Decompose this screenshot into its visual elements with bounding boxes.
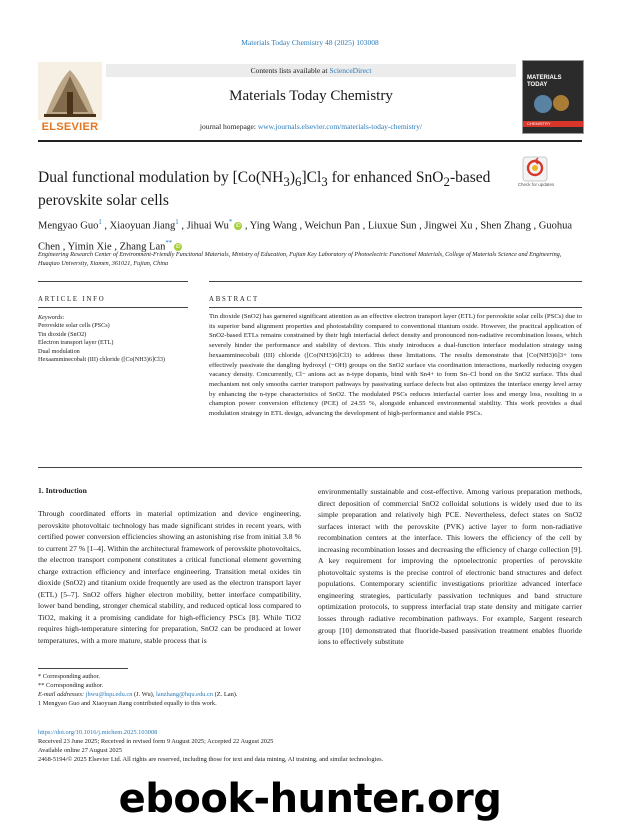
introduction-heading: 1. Introduction (38, 486, 87, 495)
author-name[interactable]: Xiaoyuan Jiang (109, 220, 176, 232)
cover-label: CHEMISTRY (527, 121, 551, 126)
keywords-block (38, 314, 188, 364)
cover-art-icon (531, 93, 575, 115)
contents-line (106, 64, 516, 77)
sciencedirect-link[interactable]: ScienceDirect (329, 66, 372, 75)
title-sub-3: 3 (321, 174, 328, 190)
author-name[interactable]: Ying Wang (249, 220, 297, 232)
email-who-wu: (J. Wu), (132, 691, 156, 698)
check-for-updates-label[interactable]: Check for updates (517, 182, 555, 187)
footnotes (38, 672, 338, 708)
contents-prefix: Contents lists available at (250, 66, 330, 75)
header-rule (38, 140, 582, 142)
article-info-heading: ARTICLE INFO (38, 296, 106, 303)
equal-contribution-note: 1 Mengyao Guo and Xiaoyuan Jiang contributed equally to this work. (38, 700, 217, 707)
author-name[interactable]: Guohua Chen (38, 220, 572, 252)
journal-cover-thumbnail (522, 60, 584, 134)
copyright: 2468-5194/© 2025 Elsevier Ltd. All rights are reserved, including those for text and data mining, AI training, and similar technologies. (38, 756, 384, 763)
watermark: ebook-hunter.org (118, 776, 502, 822)
abstract-text: Tin dioxide (SnO2) has garnered significant attention as an effective electron transport layer (ETL) for perovskite solar cells (PSCs) due to its superior band alignment properties and photostability compared to conventional titanium oxide. However, the practical application of SnO2-based ETLs remains constrained by their high interfacial defect density and pronounced non-radiative recombination losses, which severely hinder the performance and stability of devices. This study introduces a dual-function interface modulation strategy using hexaamminecobalt (III) chloride ([Co(NH3)6]Cl3) to address these limitations. The results demonstrate that [Co(NH3)6]3+ ions effectively passivate the dangling hydroxyl (−OH) groups on the SnO2 surface via coordination interactions, markedly reducing oxygen vacancy density. Concurrently, Cl− anions act as n-type dopants, bind with Sn4+ to form Sn–Cl bond on the SnO2 surface. This dual mechanism not only smooths carrier transport pathways by passivating surface defects but also optimizes the interface energy level array by enhancing the n-type characteristics of SnO2. The modulated PSCs reduces interfacial carrier loss and energy loss, resulting in a champion power conversion efficiency (PCE) of 24.55 %, alongside enhanced environmental stability. This work provides a dual modulation strategy in ETL design, advancing the development of high-performance and stable PSCs. (209, 313, 582, 418)
author-mark[interactable]: 1 (175, 219, 179, 226)
title-text-3: ]Cl (301, 169, 322, 186)
keyword-item: Dual modulation (38, 347, 80, 355)
article-footer (38, 728, 582, 764)
orcid-icon[interactable]: iD (175, 243, 181, 250)
introduction-right-column: environmentally sustainable and cost-effective. Among various preparation methods, direct deposition of commercial SnO2 colloidal solutions is widely used due to its simple preparation and relatively high PCE. Nevertheless, defect states on SnO2 surfaces interact with the perovskite (PVK) active layer to form non-radiative recombination centers at the interface. This lowers the efficiency of the cell by increasing recombination losses and decreasing the efficiency of charge collection [9]. A key requirement for improving the optoelectronic properties of perovskite photovoltaic systems is the precise control of electronic band structures and defect populations. Contemporary scientific investigations prioritize advanced interface engineering strategies, particularly passivation techniques and band structure optimization protocols, to suppress interfacial trap state density and mitigate carrier losses through radiative recombination pathways. For example, Sargent research group [10] demonstrated that fluoride-based passivation treatment enables fluoride ions to effectively substitute (318, 487, 582, 647)
title-sub-4: 2 (443, 174, 450, 190)
author-name[interactable]: Yimin Xie (67, 241, 112, 252)
title-text-2: ) (289, 169, 295, 186)
keyword-list (38, 322, 188, 364)
author-name[interactable]: Weichun Pan (304, 220, 360, 232)
cover-title: MATERIALS TODAY (527, 75, 562, 88)
keyword-item: Hexaamminecobalt (III) chloride ([Co(NH3)6]Cl3) (38, 356, 165, 364)
doi-link[interactable]: https://doi.org/10.1016/j.mtchem.2025.103008 (38, 729, 158, 736)
keyword-item: Perovskite solar cells (PSCs) (38, 322, 110, 330)
journal-name: Materials Today Chemistry (229, 88, 393, 104)
title-sub-2: 6 (295, 174, 302, 190)
author-list: Mengyao Guo$^1$ , Xiaoyuan Jiang$^1$ , Jihuai Wu*iD , Ying Wang , Weichun Pan , Liuxue Sun , Jingwei Xu , Shen Zhang , Guohua Chen , Yimin Xie , Zhang Lan**iD (38, 219, 572, 252)
email-label: E-mail addresses: (38, 691, 86, 698)
email-link-lan[interactable]: lanzhang@hqu.edu.cn (156, 691, 213, 698)
email-link-wu[interactable]: jhwu@hqu.edu.cn (85, 691, 133, 698)
author-mark[interactable]: 1 (98, 219, 102, 226)
author-name[interactable]: Shen Zhang (480, 220, 531, 232)
affiliation: Engineering Research Center of Environment-Friendly Functional Materials, Ministry of Education, Fujian Key Laboratory of Photoelectric Functional Materials, College of Materials Science and Engineering, Huaqiao University, Xiamen, 361021, Fujian, China (38, 251, 562, 267)
available-online: Available online 27 August 2025 (38, 747, 123, 754)
orcid-icon[interactable]: iD (235, 223, 241, 230)
received-dates: Received 23 June 2025; Received in revised form 9 August 2025; Accepted 22 August 2025 (38, 738, 274, 745)
title-sub-1: 3 (283, 174, 290, 190)
title-text-4: for enhanced SnO (327, 169, 444, 186)
abstract-heading: ABSTRACT (209, 296, 259, 303)
homepage-line (106, 122, 516, 131)
author-name[interactable]: Jihuai Wu (186, 220, 229, 232)
keyword-item: Electron transport layer (ETL) (38, 339, 114, 347)
author-mark[interactable]: ** (165, 239, 173, 247)
author-name[interactable]: Liuxue Sun (367, 220, 417, 232)
check-for-updates-icon[interactable] (522, 156, 548, 182)
homepage-link[interactable]: www.journals.elsevier.com/materials-today-chemistry/ (257, 122, 423, 131)
author-name[interactable]: Mengyao Guo (38, 220, 99, 232)
author-name[interactable]: Zhang Lan (119, 241, 166, 252)
homepage-prefix: journal homepage: (199, 122, 258, 131)
title-text-1: Dual functional modulation by [Co(NH (38, 169, 284, 186)
footnote-rule (38, 668, 128, 669)
email-line (38, 690, 338, 699)
abstract-rule-top (209, 281, 582, 282)
introduction-left-column: Through coordinated efforts in material optimization and device engineering, perovskite photovoltaic technology has made significant strides in recent years, with certified power conversion efficiencies showing an astonishing rise from initial 3.8 % to current 27 % [1–4]. Within the architectural framework of perovskite photovoltaics, the electron transport component constitutes a critical functional element governing charge extraction efficiency and interface engineering. Transition metal oxides tin dioxide (SnO2) and titanium oxide frequently are used as the electron transport layer (ETL) [5–7]. SnO2 offers higher electron mobility, better interface compatibility, lower band bending, stronger chemical stability, and reduced optical loss compared to TiO2, making it a promising candidate for high-efficiency PSCs [8]. While TiO2 requires high-temperature sintering for preparation, SnO2 can be produced at lower temperatures, with a more mature, stable process that is (38, 509, 301, 646)
keyword-item: Tin dioxide (SnO2) (38, 330, 87, 338)
article-info-rule-top (38, 281, 188, 282)
email-who-lan: (Z. Lan). (213, 691, 238, 698)
author-mark[interactable]: * (228, 219, 233, 226)
corresponding-author-2: ** Corresponding author. (38, 682, 104, 689)
keywords-label: Keywords: (38, 314, 65, 321)
journal-reference[interactable]: Materials Today Chemistry 48 (2025) 103008 (241, 38, 379, 47)
publisher-name: ELSEVIER (41, 121, 99, 133)
corresponding-author-1: * Corresponding author. (38, 673, 100, 680)
author-name[interactable]: Jingwei Xu (424, 220, 473, 232)
title-text-5: -based perovskite solar cells (38, 169, 491, 210)
article-title (38, 168, 508, 210)
